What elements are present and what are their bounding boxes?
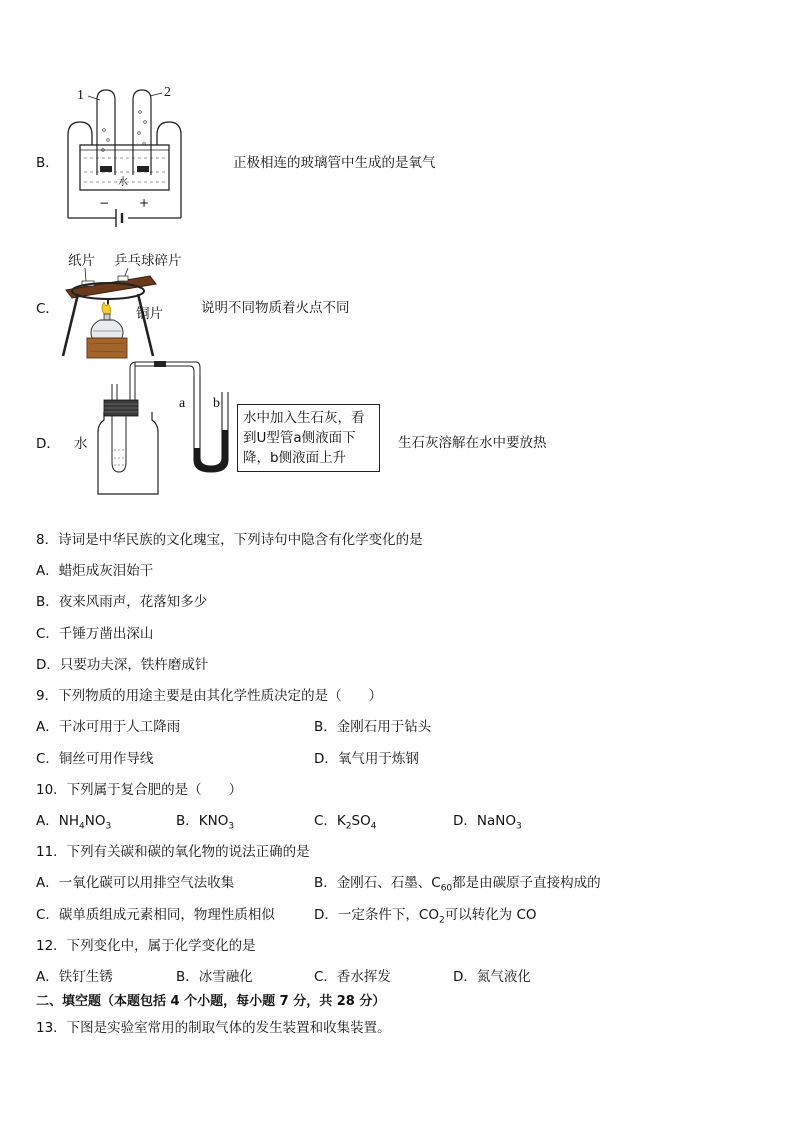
- label-water-d: 水: [74, 436, 88, 452]
- q8-option-a: A．蜡炬成灰泪始干: [36, 563, 154, 579]
- label-b: b: [213, 396, 220, 411]
- tube-label-1: 1: [77, 88, 84, 103]
- q12-option-a: A．铁钉生锈: [36, 969, 113, 985]
- tube-label-2: 2: [164, 85, 171, 100]
- flask-u-tube-apparatus: [0, 0, 794, 520]
- option-b-statement: 正极相连的玻璃管中生成的是氧气: [233, 155, 436, 171]
- option-c-statement: 说明不同物质着火点不同: [201, 300, 350, 316]
- q9-stem: 9．下列物质的用途主要是由其化学性质决定的是（ ）: [36, 688, 383, 704]
- q11-option-c: C．碳单质组成元素相同，物理性质相似: [36, 907, 275, 923]
- q10-option-c: C．$K_2SO_4$: [314, 813, 377, 832]
- label-paper: 纸片: [68, 253, 95, 269]
- option-c-letter: C．: [36, 301, 59, 317]
- label-copper: 铜片: [136, 306, 163, 322]
- q10-option-d: D．NaNO$_3$: [453, 813, 522, 832]
- q11-option-a: A．一氧化碳可以用排空气法收集: [36, 875, 235, 891]
- q12-option-b: B．冰雪融化: [176, 969, 253, 985]
- label-pingpong: 乒乓球碎片: [114, 253, 182, 269]
- observation-box: 水中加入生石灰，看到U型管a侧液面下降，b侧液面上升: [237, 404, 380, 472]
- option-b-letter: B．: [36, 155, 59, 171]
- q12-option-d: D．氮气液化: [453, 969, 531, 985]
- option-d-letter: D．: [36, 436, 60, 452]
- q10-stem: 10．下列属于复合肥的是（ ）: [36, 782, 243, 798]
- q8-option-b: B．夜来风雨声，花落知多少: [36, 594, 208, 610]
- option-d-statement: 生石灰溶解在水中要放热: [398, 435, 547, 451]
- q8-stem: 8．诗词是中华民族的文化瑰宝，下列诗句中隐含有化学变化的是: [36, 532, 423, 548]
- label-a: a: [179, 396, 186, 411]
- section-heading: 二、填空题（本题包括 4 个小题，每小题 7 分，共 28 分）: [36, 994, 386, 1009]
- q9-option-b: B．金刚石用于钻头: [314, 719, 432, 735]
- negative-label: −: [99, 196, 110, 210]
- q12-option-c: C．香水挥发: [314, 969, 391, 985]
- q11-option-b: B．金刚石、石墨、$C_{60}$都是由碳原子直接构成的: [314, 875, 601, 894]
- q8-option-d: D．只要功夫深，铁杵磨成针: [36, 657, 209, 673]
- q8-option-c: C．千锤万凿出深山: [36, 626, 154, 642]
- q12-stem: 12．下列变化中，属于化学变化的是: [36, 938, 256, 954]
- q9-option-a: A．干冰可用于人工降雨: [36, 719, 181, 735]
- q13-stem: 13．下图是实验室常用的制取气体的发生装置和收集装置。: [36, 1020, 391, 1036]
- positive-label: +: [139, 196, 150, 210]
- q9-option-c: C．铜丝可用作导线: [36, 751, 154, 767]
- q9-option-d: D．氧气用于炼钢: [314, 751, 419, 767]
- water-label-b: 水: [118, 177, 128, 188]
- q10-option-a: A．$NH_4NO_3$: [36, 813, 112, 832]
- q11-stem: 11．下列有关碳和碳的氧化物的说法正确的是: [36, 844, 310, 860]
- q11-option-d: D．一定条件下，$CO_2$可以转化为 CO: [314, 907, 537, 926]
- q10-option-b: B．$KNO_3$: [176, 813, 235, 832]
